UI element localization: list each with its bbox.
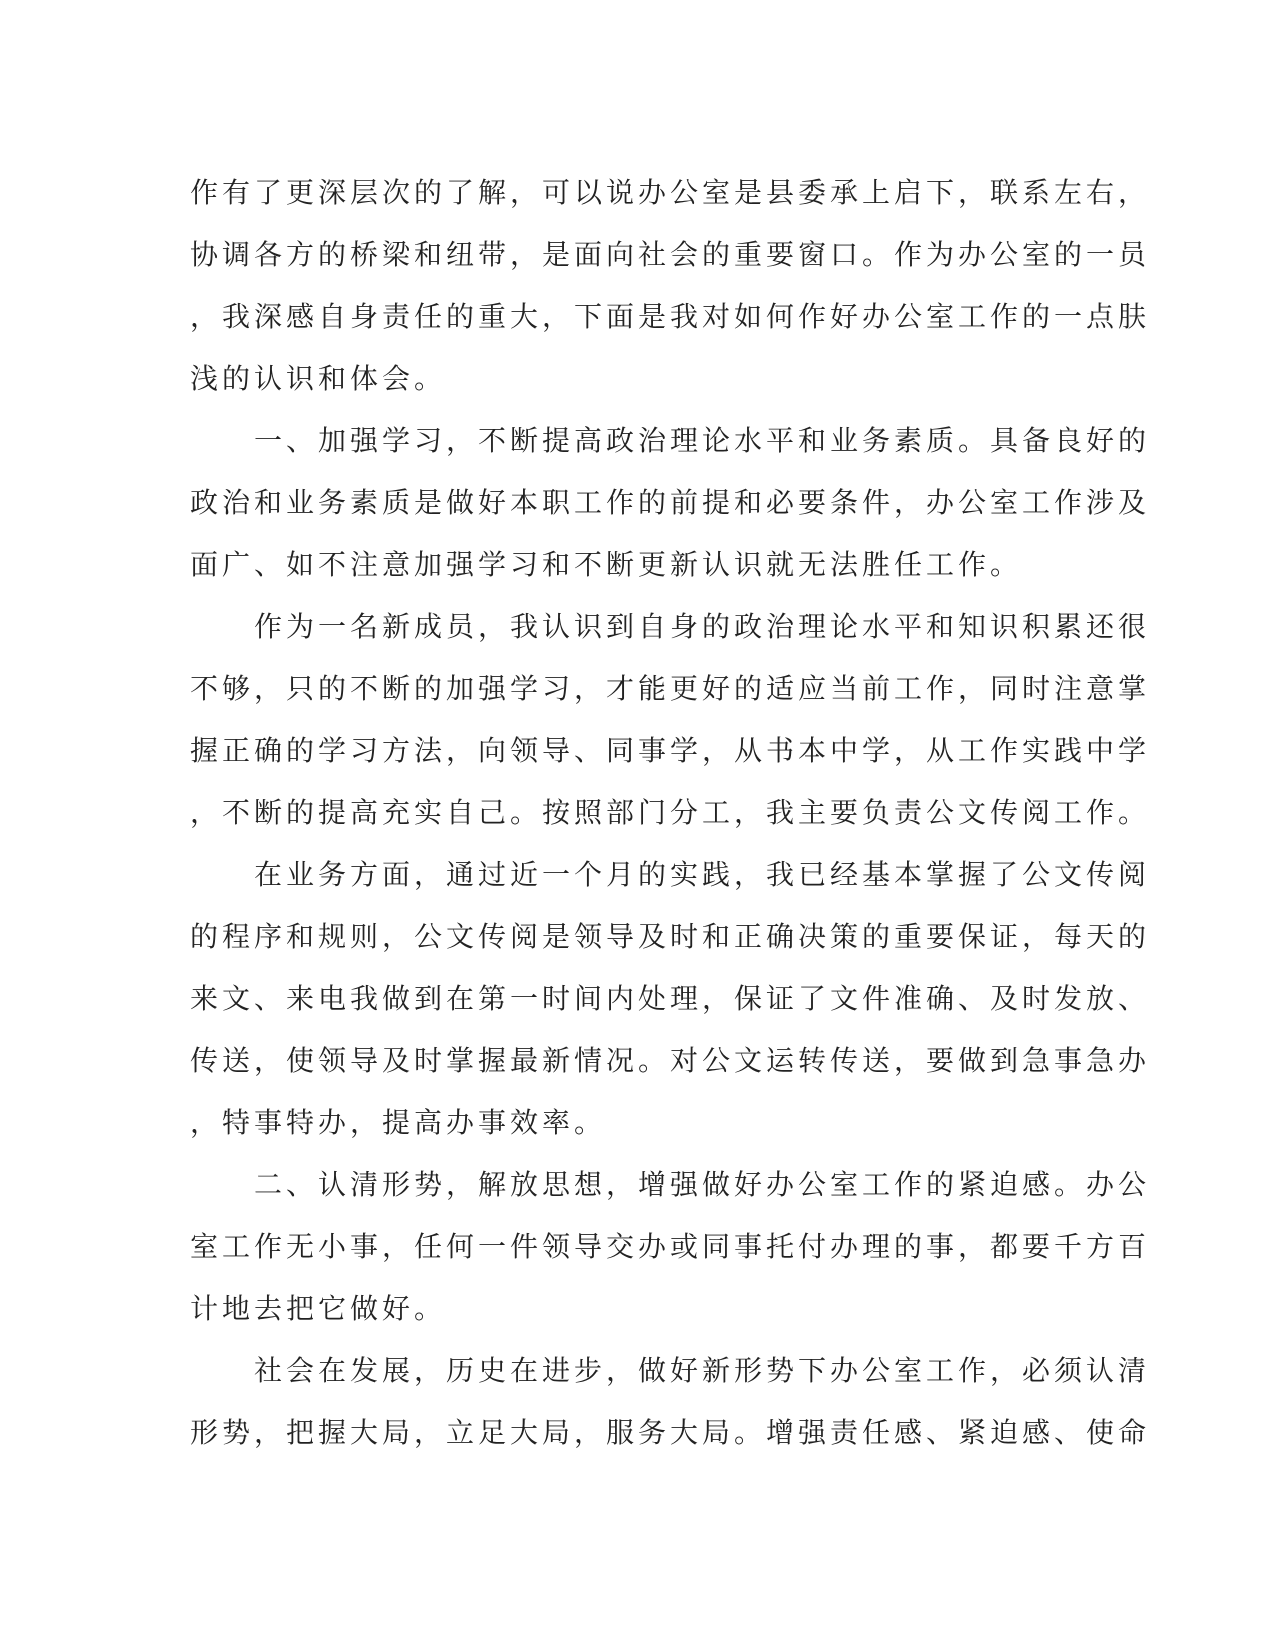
text-line: 形势，把握大局，立足大局，服务大局。增强责任感、紧迫感、使命 — [190, 1416, 1151, 1449]
text-line: 不够，只的不断的加强学习，才能更好的适应当前工作，同时注意掌 — [190, 672, 1151, 705]
text-line: 政治和业务素质是做好本职工作的前提和必要条件，办公室工作涉及 — [190, 486, 1151, 519]
text-line: ，我深感自身责任的重大，下面是我对如何作好办公室工作的一点肤 — [190, 300, 1151, 333]
text-line: ，不断的提高充实自己。按照部门分工，我主要负责公文传阅工作。 — [190, 796, 1151, 829]
text-line: 在业务方面，通过近一个月的实践，我已经基本掌握了公文传阅 — [190, 858, 1151, 891]
text-line: 协调各方的桥梁和纽带，是面向社会的重要窗口。作为办公室的一员 — [190, 238, 1151, 271]
text-line: 社会在发展，历史在进步，做好新形势下办公室工作，必须认清 — [190, 1354, 1151, 1387]
text-line: 来文、来电我做到在第一时间内处理，保证了文件准确、及时发放、 — [190, 982, 1151, 1015]
text-line: 计地去把它做好。 — [190, 1292, 447, 1325]
text-line: 一、加强学习，不断提高政治理论水平和业务素质。具备良好的 — [190, 424, 1151, 457]
document-body — [190, 162, 1151, 1464]
text-line: 握正确的学习方法，向领导、同事学，从书本中学，从工作实践中学 — [190, 734, 1151, 767]
text-line: 的程序和规则，公文传阅是领导及时和正确决策的重要保证，每天的 — [190, 920, 1151, 953]
text-line: 传送，使领导及时掌握最新情况。对公文运转传送，要做到急事急办 — [190, 1044, 1151, 1077]
text-line: 作为一名新成员，我认识到自身的政治理论水平和知识积累还很 — [190, 610, 1151, 643]
text-line: 浅的认识和体会。 — [190, 362, 447, 395]
text-line: 作有了更深层次的了解，可以说办公室是县委承上启下，联系左右， — [190, 176, 1151, 209]
text-line: 面广、如不注意加强学习和不断更新认识就无法胜任工作。 — [190, 548, 1023, 581]
text-line: ，特事特办，提高办事效率。 — [190, 1106, 607, 1139]
text-line: 室工作无小事，任何一件领导交办或同事托付办理的事，都要千方百 — [190, 1230, 1151, 1263]
text-line: 二、认清形势，解放思想，增强做好办公室工作的紧迫感。办公 — [190, 1168, 1151, 1201]
